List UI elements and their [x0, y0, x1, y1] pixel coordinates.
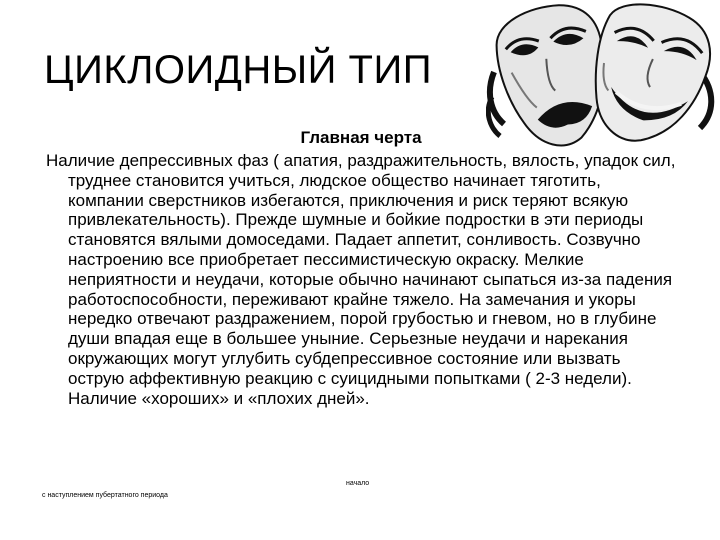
slide-title: ЦИКЛОИДНЫЙ ТИП [44, 48, 432, 92]
slide-subtitle: Главная черта [300, 128, 422, 147]
slide-body-text: Наличие депрессивных фаз ( апатия, раздражительность, вялость, упадок сил, труднее становится учиться, людское общество начинает тяготить, компании сверстников избегаются, приключения и риск теряют всякую привлекательность). Прежде шумные и бойкие подростки в эти периоды становятся вялыми домоседами. Падает аппетит, сонливость. Созвучно настроению все приобретает пессимистическую окраску. Мелкие неприятности и неудачи, которые обычно начинают сыпаться из-за падения работоспособности, переживают крайне тяжело. На замечания и укоры нередко отвечают раздражением, порой грубостью и гневом, но в глубине души впадая еще в большее уныние. Серьезные неудачи и нарекания окружающих могут углубить субдепрессивное состояние или вызвать острую аффективную реакцию с суицидными попытками ( 2-3 недели). Наличие «хороших» и «плохих дней». [46, 151, 676, 408]
note-start-label: начало [346, 480, 370, 487]
note-puberty-label: с наступлением пубертатного периода [42, 492, 168, 499]
